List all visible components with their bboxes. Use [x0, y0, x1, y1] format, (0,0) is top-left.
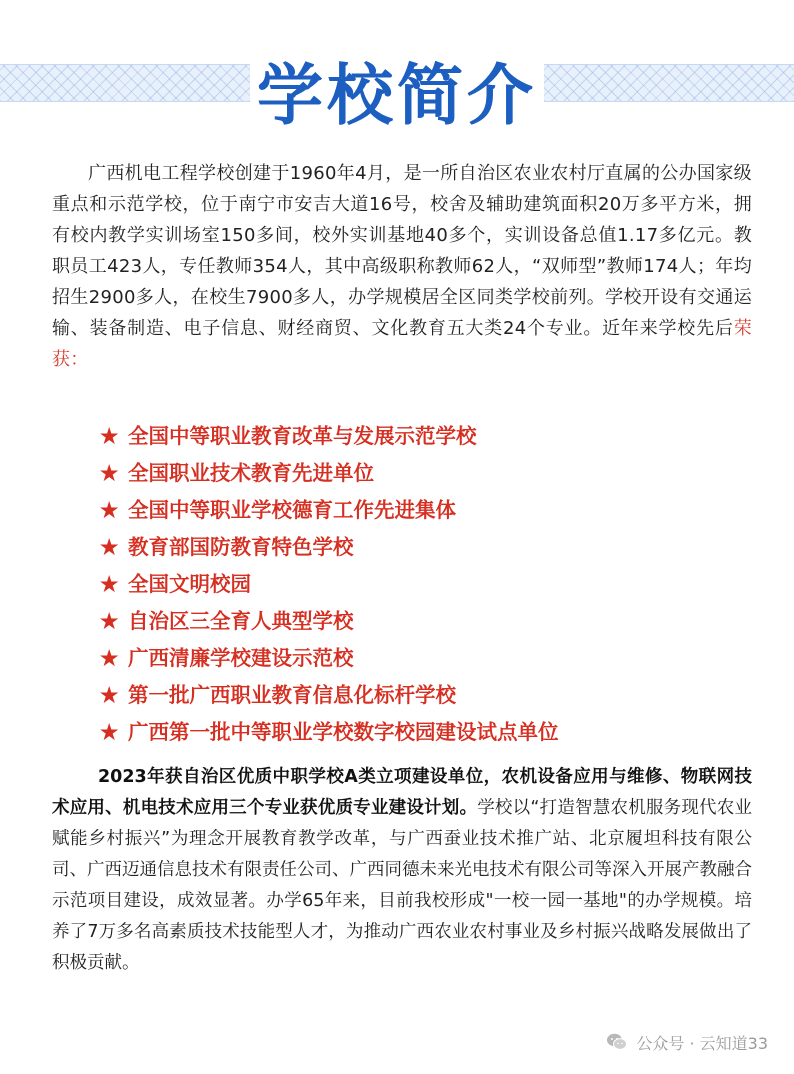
honor-text: 广西第一批中等职业学校数字校园建设试点单位: [128, 720, 559, 744]
intro-text: 广西机电工程学校创建于1960年4月，是一所自治区农业农村厅直属的公办国家级重点和示范学校，位于南宁市安吉大道16号，校舍及辅助建筑面积20万多平方米，拥有校内教学实训场室150多间，校外实训基地40多个，实训设备总值1.17多亿元。教职员工423人，专任教师354人，其中高级职称教师62人，“双师型”教师174人；年均招生2900多人，在校生7900多人，办学规模居全区同类学校前列。学校开设有交通运输、装备制造、电子信息、财经商贸、文化教育五大类24个专业。近年来学校先后: [52, 163, 752, 339]
star-icon: ★: [100, 683, 119, 707]
star-icon: ★: [100, 609, 119, 633]
star-icon: ★: [100, 720, 119, 744]
honor-item: [100, 566, 750, 603]
honor-text: 全国文明校园: [128, 572, 251, 596]
achievements-paragraph: [52, 762, 752, 979]
honor-text: 全国中等职业教育改革与发展示范学校: [128, 424, 477, 448]
achievements-bold-text: 2023年获自治区优质中职学校A类立项建设单位，农机设备应用与维修、物联网技术应用、机电技术应用三个专业获优质专业建设计划。: [52, 767, 752, 818]
intro-red-text: 荣获：: [52, 318, 752, 370]
star-icon: ★: [100, 424, 119, 448]
intro-paragraph: [52, 158, 752, 375]
star-icon: ★: [100, 535, 119, 559]
honor-item: [100, 529, 750, 566]
honor-item: [100, 677, 750, 714]
honor-text: 教育部国防教育特色学校: [128, 535, 354, 559]
star-icon: ★: [100, 646, 119, 670]
page-title: 学校简介: [257, 56, 537, 134]
honor-item: [100, 455, 750, 492]
footer-watermark: [606, 1030, 768, 1054]
honor-text: 全国中等职业学校德育工作先进集体: [128, 498, 456, 522]
wechat-icon: [606, 1032, 628, 1052]
footer-text: 公众号 · 云知道33: [636, 1033, 768, 1053]
star-icon: ★: [100, 498, 119, 522]
honor-item: [100, 492, 750, 529]
honor-item: [100, 714, 750, 751]
honor-text: 第一批广西职业教育信息化标杆学校: [128, 683, 456, 707]
honor-item: [100, 418, 750, 455]
honor-text: 自治区三全育人典型学校: [128, 609, 354, 633]
achievements-text: 学校以“打造智慧农机服务现代农业 赋能乡村振兴”为理念开展教育教学改革，与广西蚕业技术推广站、北京履坦科技有限公司、广西迈通信息技术有限责任公司、广西同德未来光电技术有限公司等深入开展产教融合示范项目建设，成效显著。办学65年来，目前我校形成"一校一园一基地"的办学规模。培养了7万多名高素质技术技能型人才，为推动广西农业农村事业及乡村振兴战略发展做出了积极贡献。: [52, 798, 752, 973]
honor-text: 广西清廉学校建设示范校: [128, 646, 354, 670]
honor-text: 全国职业技术教育先进单位: [128, 461, 374, 485]
honors-list: [100, 418, 750, 751]
star-icon: ★: [100, 461, 119, 485]
honor-item: [100, 603, 750, 640]
star-icon: ★: [100, 572, 119, 596]
honor-item: [100, 640, 750, 677]
